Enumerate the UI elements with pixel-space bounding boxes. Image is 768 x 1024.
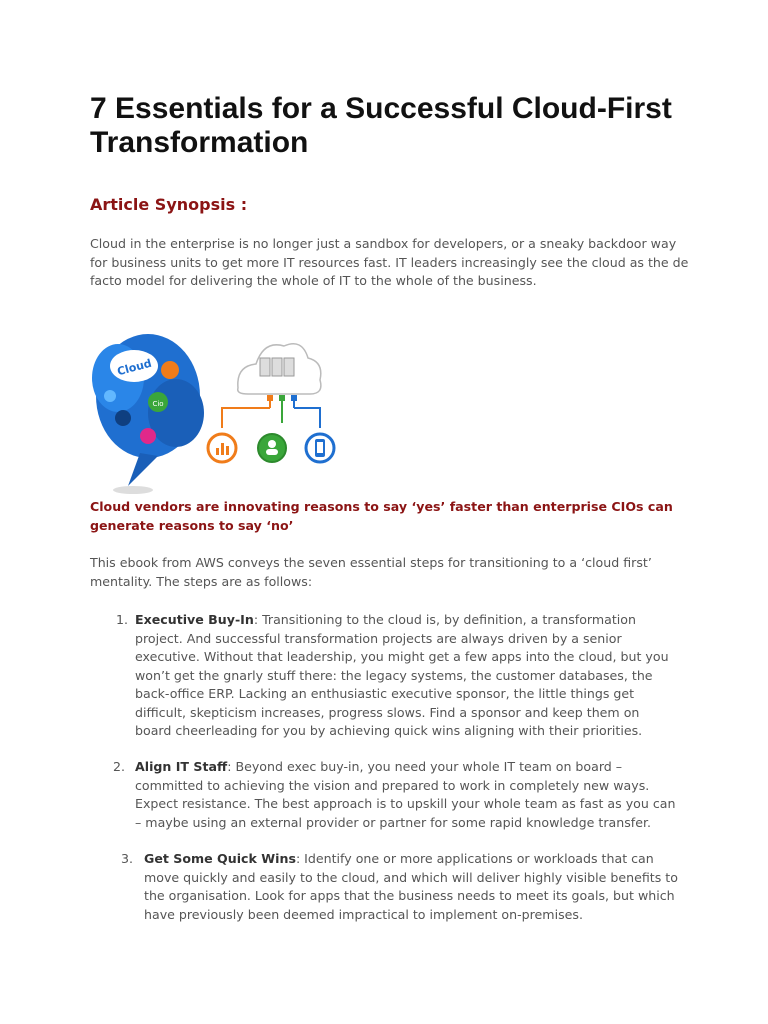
step-body (144, 850, 681, 924)
step-title: Executive Buy-In (135, 612, 254, 627)
step-body (135, 758, 678, 832)
cloud-bubble-label: Cloud (115, 356, 154, 379)
intro-paragraph: Cloud in the enterprise is no longer just a sandbox for developers, or a sneaky backdoor way for business units to get more IT resources fast. IT leaders increasingly see the cloud as the de facto model for delivering the whole of IT to the whole of the business. (90, 236, 689, 288)
pull-quote: Cloud vendors are innovating reasons to say ‘yes’ faster than enterprise CIOs can generate reasons to say ‘no’ (90, 499, 673, 533)
step-title: Align IT Staff (135, 759, 228, 774)
cio-bubble-label: Cio (152, 400, 164, 408)
step-number: 1. (116, 612, 129, 627)
synopsis-heading: Article Synopsis : (90, 195, 248, 214)
step-text: : Identify one or more applications or workloads that can move quickly and easily to the cloud, and which will deliver highly visible benefits to the organisation. Look for apps that the business needs to meet its goals, but which have previously been deemed impractical to implement on-premises. (144, 851, 678, 922)
step-title: Get Some Quick Wins (144, 851, 296, 866)
speech-cloud-icon (92, 334, 204, 494)
steps-lead-paragraph: This ebook from AWS conveys the seven essential steps for transitioning to a ‘cloud first’ mentality. The steps are as follows: (90, 555, 652, 589)
step-body (135, 611, 676, 741)
cloud-illustration (88, 318, 340, 498)
article-title: 7 Essentials for a Successful Cloud-First Transformation (90, 92, 672, 159)
cloud-network-icon (208, 344, 334, 462)
cloud-bubble (110, 350, 158, 382)
step-text: : Beyond exec buy-in, you need your whole IT team on board – committed to achieving the vision and prepared to work in completely new ways. Expect resistance. The best approach is to upskill your whole team as fast as you can – maybe using an external provider or partner for some rapid knowledge transfer. (135, 759, 676, 830)
step-text: : Transitioning to the cloud is, by definition, a transformation project. And successful transformation projects are always driven by a senior executive. Without that leadership, you might get a few apps into the cloud, but you won’t get the gnarly stuff there: the legacy systems, the customer databases, the back-office ERP. Lacking an enthusiastic executive sponsor, the little things get difficult, skepticism increases, progress slows. Find a sponsor and keep them on board cheerleading for you by achieving quick wins aligning with their priorities. (135, 612, 669, 738)
step-number: 2. (113, 759, 126, 774)
cloud-illustration-svg (88, 318, 340, 498)
step-number: 3. (121, 851, 134, 866)
